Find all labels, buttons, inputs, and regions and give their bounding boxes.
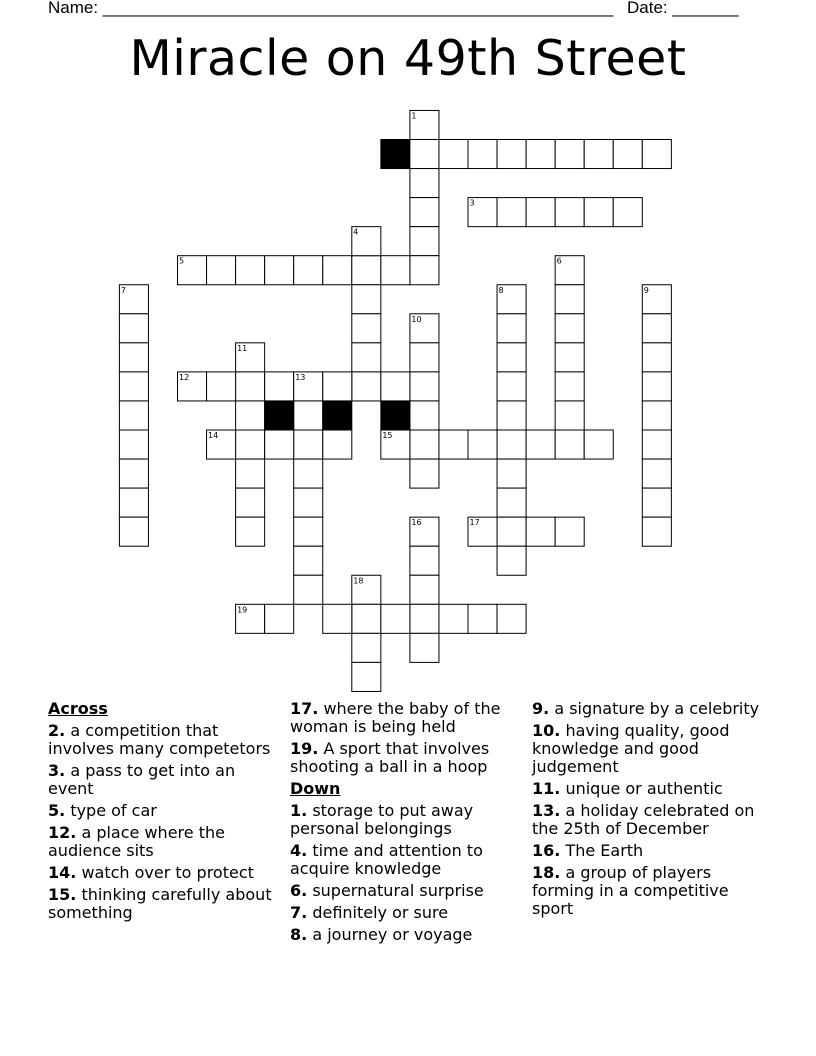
- grid-cell[interactable]: [642, 372, 671, 401]
- grid-cell[interactable]: [526, 430, 555, 459]
- grid-cell[interactable]: [439, 604, 468, 633]
- cell-number: 17: [469, 518, 480, 528]
- grid-cell[interactable]: [584, 198, 613, 227]
- cell-number: 18: [353, 576, 364, 586]
- down-clue: [290, 802, 522, 838]
- grid-cell[interactable]: [555, 343, 584, 372]
- clue-column-1: [48, 700, 280, 926]
- grid-cell[interactable]: [410, 169, 439, 198]
- grid-cell[interactable]: [410, 401, 439, 430]
- grid-cell[interactable]: [439, 430, 468, 459]
- clue-number: 1.: [290, 801, 308, 820]
- grid-cell[interactable]: [236, 430, 265, 459]
- down-clue: [290, 882, 522, 900]
- grid-cell[interactable]: [294, 401, 323, 430]
- clue-number: 10.: [532, 721, 561, 740]
- grid-cell[interactable]: [410, 343, 439, 372]
- grid-cell[interactable]: [119, 314, 148, 343]
- grid-cell[interactable]: [236, 401, 265, 430]
- clue-number: 3.: [48, 761, 66, 780]
- grid-cell[interactable]: [294, 488, 323, 517]
- clue-number: 6.: [290, 881, 308, 900]
- cell-number: 15: [382, 431, 393, 440]
- grid-cell[interactable]: [119, 401, 148, 430]
- grid-cell[interactable]: [119, 488, 148, 517]
- grid-cell[interactable]: [497, 401, 526, 430]
- clue-number: 14.: [48, 863, 77, 882]
- clue-text: storage to put away personal belongings: [290, 801, 474, 838]
- cell-number: 9: [643, 285, 649, 295]
- blocked-cell: [381, 401, 410, 430]
- grid-cell[interactable]: [613, 198, 642, 227]
- clue-text: The Earth: [565, 841, 644, 860]
- grid-cell[interactable]: [381, 256, 410, 285]
- across-clue: [48, 762, 280, 798]
- across-clue: [48, 824, 280, 860]
- grid-cell[interactable]: [207, 372, 236, 401]
- grid-cell[interactable]: [555, 372, 584, 401]
- grid-cell[interactable]: [526, 517, 555, 546]
- grid-cell[interactable]: [555, 430, 584, 459]
- grid-cell[interactable]: [642, 401, 671, 430]
- cell-number: 13: [295, 372, 306, 382]
- cell-number: 7: [120, 285, 126, 295]
- across-clue: [48, 722, 280, 758]
- grid-cell[interactable]: [265, 604, 294, 633]
- grid-cell[interactable]: [352, 662, 381, 691]
- grid-cell[interactable]: [352, 633, 381, 662]
- down-clue: [532, 780, 764, 798]
- cell-number: 16: [411, 518, 422, 528]
- grid-cell[interactable]: [497, 459, 526, 488]
- down-clue: [532, 864, 764, 918]
- blocked-cell: [323, 401, 352, 430]
- grid-cell[interactable]: [294, 575, 323, 604]
- grid-cell[interactable]: [642, 459, 671, 488]
- grid-cell[interactable]: [410, 198, 439, 227]
- down-clue: [532, 802, 764, 838]
- puzzle-title: Miracle on 49th Street: [129, 30, 687, 87]
- clue-number: 8.: [290, 925, 308, 944]
- clue-number: 4.: [290, 841, 308, 860]
- grid-cell[interactable]: [352, 256, 381, 285]
- grid-cell[interactable]: [381, 372, 410, 401]
- clue-number: 15.: [48, 885, 77, 904]
- clue-text: a holiday celebrated on the 25th of December: [532, 801, 755, 838]
- grid-cell[interactable]: [236, 488, 265, 517]
- grid-cell[interactable]: [410, 604, 439, 633]
- grid-cell[interactable]: [265, 372, 294, 401]
- grid-cell[interactable]: [497, 343, 526, 372]
- grid-cell[interactable]: [410, 372, 439, 401]
- across-clue: [48, 802, 280, 820]
- grid-cell[interactable]: [323, 604, 352, 633]
- clue-text: unique or authentic: [565, 779, 723, 798]
- down-clue: [532, 842, 764, 860]
- grid-cell[interactable]: [323, 372, 352, 401]
- down-clue: [532, 722, 764, 776]
- cell-number: 10: [411, 314, 422, 324]
- grid-cell[interactable]: [584, 140, 613, 169]
- clue-text: where the baby of the woman is being held: [290, 699, 501, 736]
- grid-cell[interactable]: [497, 488, 526, 517]
- clue-text: having quality, good knowledge and good judgement: [532, 721, 730, 776]
- clue-text: a signature by a celebrity: [554, 699, 760, 718]
- down-clue: [290, 842, 522, 878]
- cell-number: 8: [498, 285, 504, 295]
- date-field[interactable]: Date: _______: [627, 0, 739, 17]
- grid-cell[interactable]: [381, 604, 410, 633]
- grid-cell[interactable]: [323, 256, 352, 285]
- grid-cell[interactable]: [236, 372, 265, 401]
- grid-cell[interactable]: [497, 314, 526, 343]
- clue-text: type of car: [70, 801, 157, 820]
- grid-cell[interactable]: [294, 430, 323, 459]
- cell-number: 14: [208, 431, 219, 440]
- grid-cell[interactable]: [410, 430, 439, 459]
- across-clue: [290, 740, 522, 776]
- grid-cell[interactable]: [642, 314, 671, 343]
- grid-cell[interactable]: [642, 343, 671, 372]
- grid-cell[interactable]: [497, 604, 526, 633]
- clue-text: a competition that involves many competetors: [48, 721, 271, 758]
- clue-number: 7.: [290, 903, 308, 922]
- across-heading: Across: [48, 699, 108, 718]
- grid-cell[interactable]: [410, 227, 439, 256]
- cell-number: 6: [556, 256, 562, 266]
- clue-text: a group of players forming in a competitive sport: [532, 863, 729, 918]
- grid-cell[interactable]: [642, 140, 671, 169]
- clue-text: time and attention to acquire knowledge: [290, 841, 483, 878]
- grid-cell[interactable]: [497, 372, 526, 401]
- cell-number: 5: [179, 256, 185, 266]
- grid-cell[interactable]: [119, 372, 148, 401]
- grid-cell[interactable]: [468, 604, 497, 633]
- across-clue: [290, 700, 522, 736]
- grid-cell[interactable]: [352, 343, 381, 372]
- cell-number: 3: [469, 198, 475, 208]
- grid-cell[interactable]: [526, 140, 555, 169]
- grid-cell[interactable]: [439, 140, 468, 169]
- grid-cell[interactable]: [119, 430, 148, 459]
- grid-cell[interactable]: [410, 459, 439, 488]
- grid-cell[interactable]: [468, 430, 497, 459]
- cell-number: 11: [237, 343, 248, 353]
- clue-number: 18.: [532, 863, 561, 882]
- grid-cell[interactable]: [468, 140, 497, 169]
- grid-cell[interactable]: [352, 285, 381, 314]
- grid-cell[interactable]: [410, 546, 439, 575]
- grid-cell[interactable]: [236, 459, 265, 488]
- blocked-cell: [265, 401, 294, 430]
- cell-number: 12: [179, 372, 190, 382]
- clue-text: watch over to protect: [81, 863, 254, 882]
- clue-number: 16.: [532, 841, 561, 860]
- grid-cell[interactable]: [207, 256, 236, 285]
- grid-cell[interactable]: [294, 256, 323, 285]
- clue-number: 9.: [532, 699, 550, 718]
- clue-number: 13.: [532, 801, 561, 820]
- grid-cell[interactable]: [555, 285, 584, 314]
- grid-cell[interactable]: [265, 256, 294, 285]
- grid-cell[interactable]: [119, 343, 148, 372]
- grid-cell[interactable]: [119, 459, 148, 488]
- down-clue: [290, 904, 522, 922]
- grid-cell[interactable]: [555, 314, 584, 343]
- grid-cell[interactable]: [323, 430, 352, 459]
- down-clue: [532, 700, 764, 718]
- cell-number: 1: [411, 111, 417, 121]
- clue-text: a pass to get into an event: [48, 761, 236, 798]
- clue-text: A sport that involves shooting a ball in a hoop: [290, 739, 490, 776]
- name-field[interactable]: Name: ______________________________________________________: [48, 0, 614, 17]
- grid-cell[interactable]: [497, 517, 526, 546]
- grid-cell[interactable]: [352, 314, 381, 343]
- clue-number: 2.: [48, 721, 66, 740]
- grid-cell[interactable]: [642, 517, 671, 546]
- clue-number: 17.: [290, 699, 319, 718]
- clue-number: 5.: [48, 801, 66, 820]
- grid-cell[interactable]: [642, 488, 671, 517]
- grid-cell[interactable]: [555, 517, 584, 546]
- grid-cell[interactable]: [236, 256, 265, 285]
- grid-cell[interactable]: [265, 430, 294, 459]
- grid-cell[interactable]: [410, 140, 439, 169]
- clue-column-3: [532, 700, 764, 922]
- grid-cell[interactable]: [294, 459, 323, 488]
- cell-number: 19: [237, 605, 248, 615]
- across-clue: [48, 864, 280, 882]
- grid-cell[interactable]: [294, 546, 323, 575]
- grid-cell[interactable]: [584, 430, 613, 459]
- clue-text: supernatural surprise: [312, 881, 484, 900]
- clue-number: 19.: [290, 739, 319, 758]
- down-heading: Down: [290, 779, 341, 798]
- down-clue: [290, 926, 522, 944]
- grid-cell[interactable]: [642, 430, 671, 459]
- grid-cell[interactable]: [497, 546, 526, 575]
- grid-cell[interactable]: [497, 140, 526, 169]
- grid-cell[interactable]: [497, 430, 526, 459]
- grid-cell[interactable]: [555, 140, 584, 169]
- clue-number: 12.: [48, 823, 77, 842]
- grid-cell[interactable]: [119, 517, 148, 546]
- clue-text: definitely or sure: [312, 903, 449, 922]
- grid-cell[interactable]: [526, 198, 555, 227]
- grid-cell[interactable]: [410, 256, 439, 285]
- clue-column-2: [290, 700, 522, 948]
- grid-cell[interactable]: [352, 604, 381, 633]
- grid-cell[interactable]: [497, 198, 526, 227]
- grid-cell[interactable]: [236, 517, 265, 546]
- across-clue: [48, 886, 280, 922]
- grid-cell[interactable]: [613, 140, 642, 169]
- clue-number: 11.: [532, 779, 561, 798]
- cell-number: 4: [353, 227, 359, 237]
- clue-text: a journey or voyage: [312, 925, 473, 944]
- cell-number: 2: [382, 140, 388, 150]
- grid-cell[interactable]: [352, 372, 381, 401]
- clue-text: thinking carefully about something: [48, 885, 272, 922]
- grid-cell[interactable]: [555, 198, 584, 227]
- grid-cell[interactable]: [294, 517, 323, 546]
- grid-cell[interactable]: [410, 575, 439, 604]
- grid-cell[interactable]: [410, 633, 439, 662]
- grid-cell[interactable]: [555, 401, 584, 430]
- clue-text: a place where the audience sits: [48, 823, 225, 860]
